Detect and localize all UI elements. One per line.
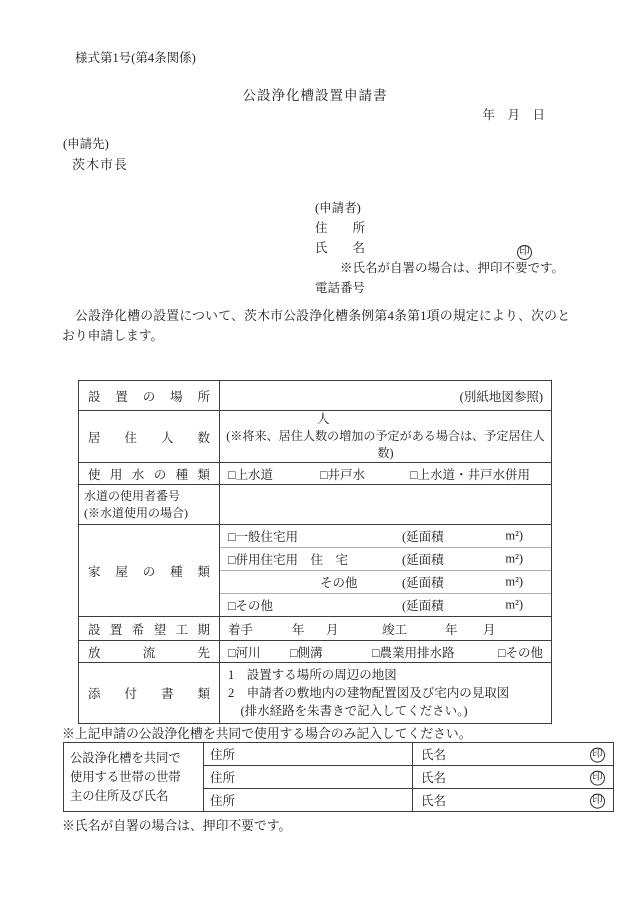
attachment-item-note: (排水経路を朱書きで記入してください。) <box>228 704 468 718</box>
applicant-phone-label: 電話番号 <box>315 281 366 295</box>
attachments-label: 添付書類 <box>79 663 220 724</box>
table-row-house-type <box>79 525 552 617</box>
residents-label: 居住人数 <box>79 411 220 463</box>
checkbox-water-supply: □上水道 <box>228 467 274 482</box>
table-row-period <box>79 617 552 641</box>
inkan-seal-icon: 印 <box>517 245 532 260</box>
seal-position <box>590 769 605 786</box>
location-label: 設置の場所 <box>79 381 220 411</box>
shared-table-row <box>64 743 614 766</box>
shared-name-label: 氏名 <box>421 794 447 808</box>
residents-note: (※将来、居住人数の増加の予定がある場合は、予定居住人数) <box>226 429 545 460</box>
water-user-number-value <box>220 485 552 525</box>
applicant-address-label: 住 所 <box>315 221 366 235</box>
period-label: 設置希望工期 <box>79 617 220 641</box>
house-type-label: 家屋の種類 <box>79 525 220 617</box>
water-user-number-line2: (※水道使用の場合) <box>84 505 188 520</box>
water-type-options <box>220 463 552 485</box>
shared-table-header-cell <box>64 743 204 812</box>
seal-position <box>590 792 605 809</box>
shared-header-line1: 公設浄化槽を共同で <box>70 750 181 765</box>
checkbox-other-building: □その他 <box>228 599 274 613</box>
page-title: 公設浄化槽設置申請書 <box>242 88 388 103</box>
shared-header-line3: 主の住所及び氏名 <box>70 788 169 803</box>
shared-address-cell: 住所 <box>204 743 413 766</box>
table-row-water-user-number <box>79 485 552 525</box>
applicant-seal-note: ※氏名が自署の場合は、押印不要です。 <box>340 261 565 275</box>
applicant-block <box>315 198 564 298</box>
residents-unit: 人 <box>317 412 330 426</box>
attachment-item-1: 1 設置する場所の周辺の地図 <box>228 668 397 682</box>
checkbox-agricultural-drain: □農業用排水路 <box>372 645 455 660</box>
table-row-discharge <box>79 641 552 663</box>
attachments-value <box>220 663 552 724</box>
period-end-label: 竣工 <box>382 622 408 637</box>
period-start-month: 月 <box>326 622 339 637</box>
inkan-seal-icon: 印 <box>590 747 605 762</box>
shared-name-label: 氏名 <box>421 748 447 762</box>
table-row-attachments <box>79 663 552 724</box>
checkbox-gutter: □側溝 <box>290 645 323 660</box>
signature-seal-note: ※氏名が自署の場合は、押印不要です。 <box>62 819 292 833</box>
inkan-seal-icon: 印 <box>590 793 605 808</box>
period-value <box>220 617 552 641</box>
checkbox-discharge-other: □その他 <box>498 645 544 660</box>
applicant-name-row <box>315 238 564 258</box>
checkbox-both-water: □上水道・井戸水併用 <box>410 467 531 482</box>
floor-area-unit: m²) <box>505 574 523 589</box>
table-row-residents <box>79 411 552 463</box>
date-line: 年 月 日 <box>482 108 545 122</box>
combined-other-label: その他 <box>320 576 358 590</box>
period-end-year: 年 <box>445 622 458 637</box>
form-number: 様式第1号(第4条関係) <box>75 51 196 65</box>
shared-address-cell: 住所 <box>204 766 413 789</box>
checkbox-well-water: □井戸水 <box>320 467 366 482</box>
floor-area-label: (延面積 <box>402 576 444 590</box>
applicant-heading: (申請者) <box>315 201 361 215</box>
attachment-item-2: 2 申請者の敷地内の建物配置図及び宅内の見取図 <box>228 686 510 700</box>
checkbox-combined-use: □併用住宅用 住 宅 <box>228 553 349 567</box>
recipient-label: (申請先) <box>63 137 109 151</box>
checkbox-general-residence: □一般住宅用 <box>228 530 299 544</box>
shared-name-cell <box>413 766 614 789</box>
shared-name-cell <box>413 743 614 766</box>
shared-use-note: ※上記申請の公設浄化槽を共同で使用する場合のみ記入してください。 <box>62 727 472 741</box>
seal-position <box>590 746 605 763</box>
house-type-combined-residence-row <box>220 548 551 571</box>
recipient-name: 茨木市長 <box>72 157 129 172</box>
period-start-label: 着手 <box>228 622 254 637</box>
water-user-number-line1: 水道の使用者番号 <box>84 488 181 503</box>
water-type-label: 使用水の種類 <box>79 463 220 485</box>
discharge-options <box>220 641 552 663</box>
floor-area-unit: m²) <box>505 597 523 612</box>
water-user-number-label <box>79 485 220 525</box>
inkan-seal-icon: 印 <box>590 770 605 785</box>
floor-area-unit: m²) <box>505 551 523 566</box>
seal-position <box>517 240 532 260</box>
house-type-general-row <box>220 525 551 548</box>
applicant-name-label: 氏 名 <box>315 241 366 255</box>
shared-header-line2: 使用する世帯の世帯 <box>70 769 181 784</box>
period-end-month: 月 <box>483 622 496 637</box>
period-start-year: 年 <box>292 622 305 637</box>
floor-area-label: (延面積 <box>402 553 444 567</box>
shared-address-cell: 住所 <box>204 789 413 812</box>
application-details-table <box>78 380 552 724</box>
checkbox-river: □河川 <box>228 645 261 660</box>
house-type-options <box>220 525 552 617</box>
location-value: (別紙地図参照) <box>220 381 552 411</box>
table-row-location <box>79 381 552 411</box>
shared-households-table <box>63 742 614 812</box>
discharge-label: 放流先 <box>79 641 220 663</box>
shared-name-label: 氏名 <box>421 771 447 785</box>
table-row-water-type <box>79 463 552 485</box>
floor-area-label: (延面積 <box>402 530 444 544</box>
house-type-combined-other-row <box>220 571 551 594</box>
application-statement: 公設浄化槽の設置について、茨木市公設浄化槽条例第4条第1項の規定により、次のとおり申請します。 <box>62 309 570 343</box>
shared-name-cell <box>413 789 614 812</box>
house-type-other-row <box>220 594 551 616</box>
residents-value <box>220 411 552 463</box>
floor-area-unit: m²) <box>505 528 523 543</box>
floor-area-label: (延面積 <box>402 599 444 613</box>
